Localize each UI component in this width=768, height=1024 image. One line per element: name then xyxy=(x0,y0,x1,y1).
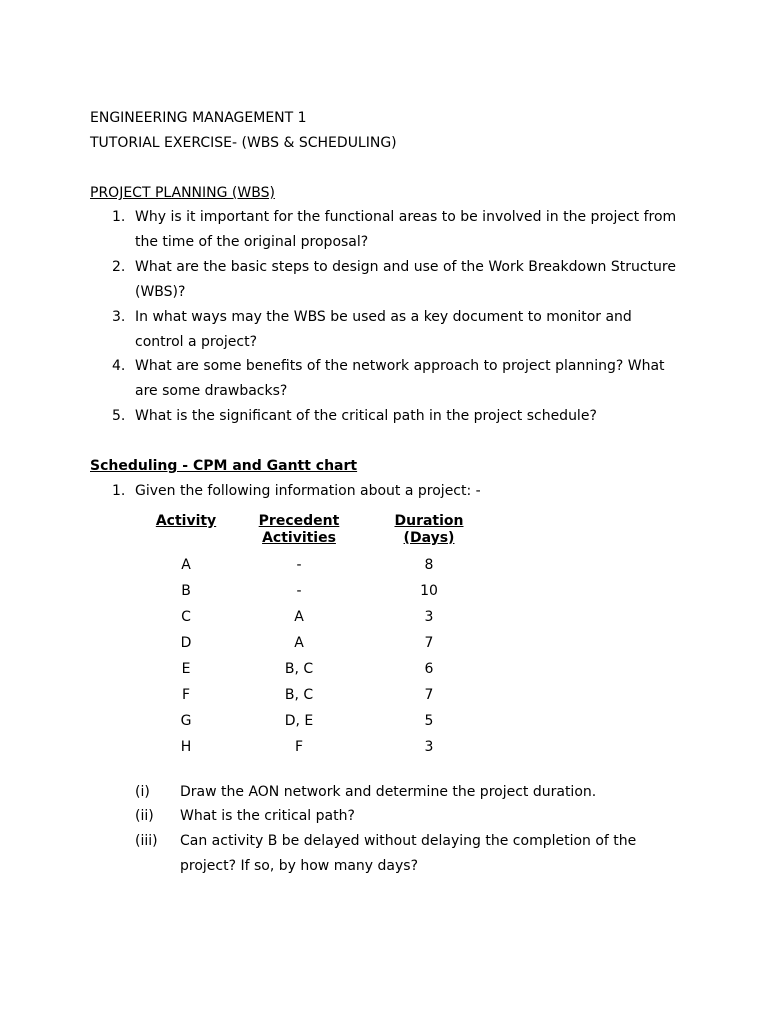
subquestion-text: What is the critical path? xyxy=(180,808,355,824)
question-number: 4. xyxy=(112,358,126,374)
precedent-cell: - xyxy=(296,583,302,599)
wbs-section-title: PROJECT PLANNING (WBS) xyxy=(90,185,275,201)
question-number: 1. xyxy=(112,209,126,225)
column-header-precedent: Precedent Activities xyxy=(258,513,340,546)
activity-cell: C xyxy=(181,609,191,625)
question-number: 1. xyxy=(112,483,126,499)
precedent-cell: A xyxy=(294,635,304,651)
duration-cell: 3 xyxy=(424,609,434,625)
precedent-cell: D, E xyxy=(284,713,314,729)
activity-cell: E xyxy=(181,661,191,677)
duration-cell: 6 xyxy=(424,661,434,677)
activity-cell: F xyxy=(181,687,191,703)
column-header-duration: Duration (Days) xyxy=(394,513,464,546)
subquestion-text: Draw the AON network and determine the project duration. xyxy=(180,784,597,800)
subquestion-number: (ii) xyxy=(135,808,154,824)
question-number: 5. xyxy=(112,408,126,424)
duration-cell: 7 xyxy=(424,687,434,703)
activity-cell: D xyxy=(180,635,192,651)
activity-cell: B xyxy=(181,583,191,599)
duration-cell: 3 xyxy=(424,739,434,755)
subquestion-number: (iii) xyxy=(135,833,158,849)
activity-cell: G xyxy=(180,713,192,729)
precedent-cell: F xyxy=(294,739,304,755)
course-title: ENGINEERING MANAGEMENT 1 xyxy=(90,110,307,126)
question-text: Why is it important for the functional areas to be involved in the project from the time of the original proposal? xyxy=(135,209,677,250)
duration-cell: 7 xyxy=(424,635,434,651)
duration-cell: 5 xyxy=(424,713,434,729)
activity-cell: A xyxy=(181,557,191,573)
subquestion-text: Can activity B be delayed without delaying the completion of the project? If so, by how many days? xyxy=(180,833,637,874)
question-text: What are the basic steps to design and use of the Work Breakdown Structure (WBS)? xyxy=(135,259,676,300)
question-text: Given the following information about a project: - xyxy=(135,483,481,499)
question-text: In what ways may the WBS be used as a key document to monitor and control a project? xyxy=(135,309,632,350)
question-number: 3. xyxy=(112,309,126,325)
precedent-cell: B, C xyxy=(284,661,314,677)
precedent-cell: B, C xyxy=(284,687,314,703)
duration-cell: 10 xyxy=(420,583,438,599)
activity-cell: H xyxy=(180,739,192,755)
exercise-title: TUTORIAL EXERCISE- (WBS & SCHEDULING) xyxy=(90,135,397,151)
precedent-cell: A xyxy=(294,609,304,625)
question-text: What are some benefits of the network approach to project planning? What are some drawbacks? xyxy=(135,358,665,399)
duration-cell: 8 xyxy=(424,557,434,573)
scheduling-section-title: Scheduling - CPM and Gantt chart xyxy=(90,458,358,474)
precedent-cell: - xyxy=(296,557,302,573)
subquestion-number: (i) xyxy=(135,784,150,800)
question-text: What is the significant of the critical path in the project schedule? xyxy=(135,408,597,424)
column-header-activity: Activity xyxy=(155,513,217,529)
question-number: 2. xyxy=(112,259,126,275)
